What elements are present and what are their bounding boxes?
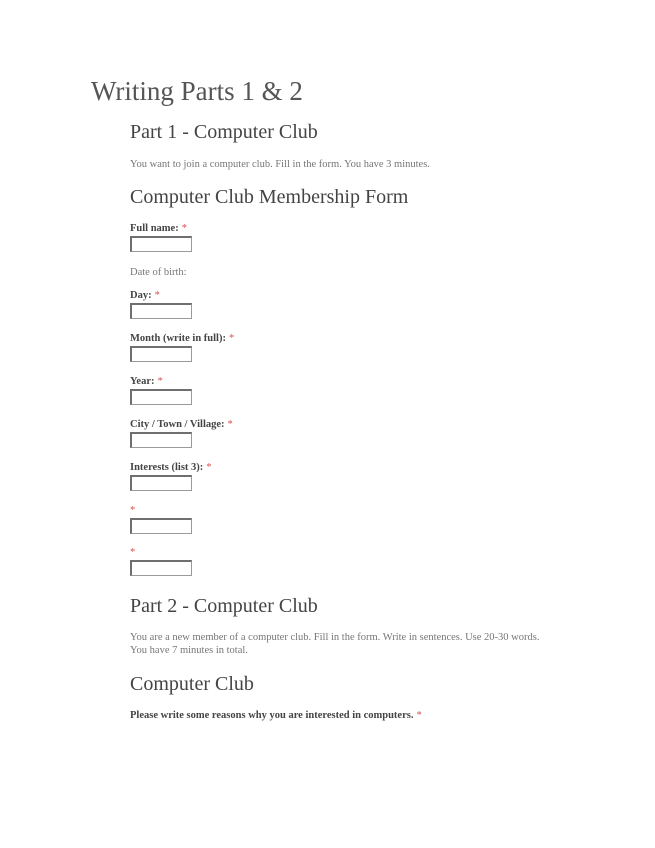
city-label: City / Town / Village: — [130, 419, 225, 430]
page-title: Writing Parts 1 & 2 — [91, 76, 303, 106]
required-marker: * — [228, 333, 235, 344]
required-marker: * — [206, 462, 212, 473]
question-label: Please write some reasons why you are interested in computers. — [130, 710, 414, 721]
month-label: Month (write in full): — [130, 333, 226, 344]
year-label-row — [130, 375, 163, 388]
month-input[interactable] — [130, 346, 192, 362]
part1-form-title: Computer Club Membership Form — [130, 186, 409, 208]
part1-instructions: You want to join a computer club. Fill in the form. You have 3 minutes. — [130, 159, 430, 170]
interest-1-input[interactable] — [130, 475, 192, 491]
month-label-row — [130, 332, 234, 345]
required-marker: * — [157, 376, 163, 387]
required-marker: * — [181, 223, 187, 234]
interest-3-input[interactable] — [130, 560, 192, 576]
required-marker: * — [130, 547, 136, 558]
day-input[interactable] — [130, 303, 192, 319]
required-marker: * — [154, 290, 160, 301]
full-name-label: Full name: — [130, 223, 179, 234]
interest-2-input[interactable] — [130, 518, 192, 534]
part2-instructions: You are a new member of a computer club. Fill in the form. Write in sentences. Use 20-30 words. You have 7 minutes in total. — [130, 632, 540, 656]
year-input[interactable] — [130, 389, 192, 405]
part2-heading: Part 2 - Computer Club — [130, 595, 318, 617]
city-label-row — [130, 418, 233, 431]
day-label-row — [130, 289, 160, 302]
required-marker: * — [416, 710, 422, 721]
interests-label: Interests (list 3): — [130, 462, 204, 473]
city-input[interactable] — [130, 432, 192, 448]
part1-heading: Part 1 - Computer Club — [130, 121, 318, 143]
day-label: Day: — [130, 290, 152, 301]
part2-form-title: Computer Club — [130, 673, 254, 695]
required-marker: * — [130, 505, 136, 516]
year-label: Year: — [130, 376, 155, 387]
interests-label-row — [130, 461, 212, 474]
question-label-row — [130, 709, 422, 722]
required-marker: * — [227, 419, 233, 430]
date-of-birth-label: Date of birth: — [130, 267, 187, 278]
full-name-label-row — [130, 222, 187, 235]
full-name-input[interactable] — [130, 236, 192, 252]
